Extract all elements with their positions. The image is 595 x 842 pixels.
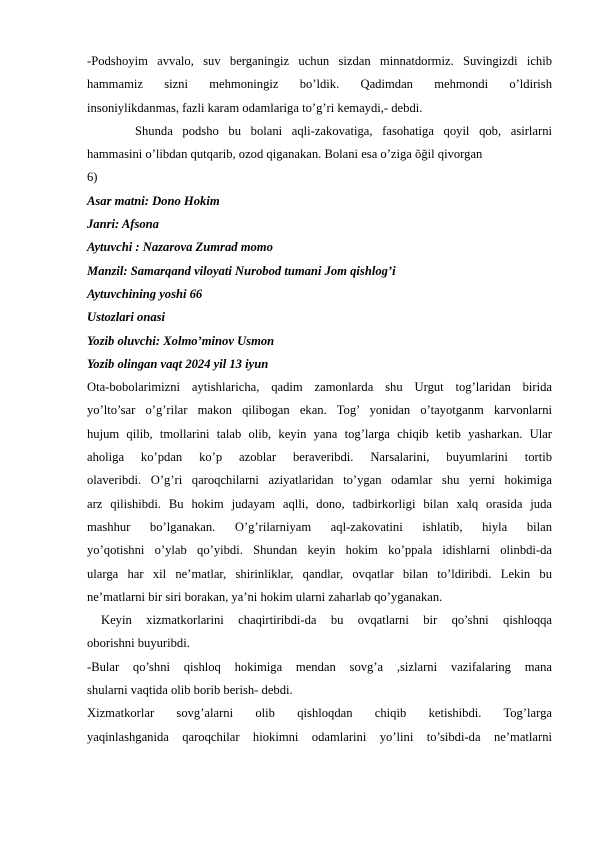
text-line: olaveribdi. O’g’ri qaroqchilarni aziyatlaridan to’ygan odamlar shu yerni hokimiga (87, 473, 552, 488)
story-paragraph-2 (87, 609, 552, 656)
text-line: hammamiz sizni mehmoningiz bo’ldik. Qadimdan mehmondi o’ldirish (87, 77, 552, 92)
text-line: oborishni buyuribdi. (87, 636, 190, 651)
text-line: -Podshoyim avvalo, suv berganingiz uchun sizdan minnatdormiz. Suvingizdi ichib (87, 54, 552, 68)
story-paragraph-4 (87, 702, 552, 749)
section-number: 6) (87, 170, 98, 185)
text-line: Keyin xizmatkorlarini chaqirtiribdi-da bu ovqatlarni bir qo’shni qishloqqa (101, 613, 552, 628)
text-line: ularga har xil ne’matlar, shirinliklar, qandlar, ovqatlar bilan to’ldiribdi. Lekin bu (87, 566, 552, 581)
record-metadata (87, 190, 552, 376)
text-line: Shunda podsho bu bolani aqli-zakovatiga, fasohatiga qoyil qob, asirlarni (135, 123, 552, 138)
meta-recorded-date: Yozib olingan vaqt 2024 yil 13 iyun (87, 356, 269, 371)
paragraph-1 (87, 50, 552, 120)
text-line: yo’qotishni o’ylab qo’yibdi. Shundan keyin hokim ko’ppala idishlarni olinbdi-da (87, 543, 552, 558)
meta-recorder: Yozib oluvchi: Xolmo’minov Usmon (87, 333, 275, 348)
text-line: Xizmatkorlar sovg’alarni olib qishloqdan chiqib ketishibdi. Tog’larga (87, 706, 552, 721)
meta-narrator: Aytuvchi : Nazarova Zumrad momo (87, 240, 273, 255)
meta-genre: Janri: Afsona (87, 217, 159, 232)
text-line: yo’lto’sar o’g’rilar makon qilibogan ekan. Tog’ yonidan o’tayotganm karvonlarni (87, 403, 552, 418)
text-line: shularni vaqtida olib borib berish- debdi. (87, 683, 293, 698)
text-line: insoniylikdanmas, fazli karam odamlariga to’g’ri kemaydi,- debdi. (87, 100, 423, 115)
text-line: mashhur bo’lganakan. O’g’rilarniyam aql-zakovatini ishlatib, hiyla bilan (87, 519, 552, 534)
text-line: yaqinlashganida qaroqchilar hiokimni odamlarini yo’lini to’sibdi-da ne’matlarni (87, 729, 552, 744)
text-line: arz qilishibdi. Bu hokim judayam aqlli, dono, tadbirkorligi bilan xalq orasida juda (87, 496, 552, 511)
story-paragraph-3 (87, 656, 552, 703)
text-line: -Bular qo’shni qishloq hokimiga mendan sovg’a ,sizlarni vazifalaring mana (87, 659, 552, 674)
meta-address: Manzil: Samarqand viloyati Nurobod tumani Jom qishlog’i (87, 263, 396, 278)
meta-teacher: Ustozlari onasi (87, 310, 166, 325)
text-line: hammasini o’libdan qutqarib, ozod qiganakan. Bolani esa o’ziga ŏğil qivorgan (87, 147, 483, 162)
meta-narrator-age: Aytuvchining yoshi 66 (87, 286, 203, 301)
text-line: hujum qilib, tmollarini talab olib, keyin yana tog’larga chiqib ketib yasharkan. Ular (87, 426, 552, 441)
text-line: Ota-bobolarimizni aytishlaricha, qadim zamonlarda shu Urgut tog’laridan birida (87, 380, 552, 395)
text-line: ne’matlarni bir siri borakan, ya’ni hokim ularni zaharlab qo’yganakan. (87, 589, 443, 604)
text-line: aholiga ko’pdan ko’p azoblar beraveribdi. Narsalarini, buyumlarini tortib (87, 450, 552, 465)
story-paragraph-1 (87, 376, 552, 609)
meta-title: Asar matni: Dono Hokim (87, 193, 220, 208)
paragraph-2 (87, 120, 552, 167)
